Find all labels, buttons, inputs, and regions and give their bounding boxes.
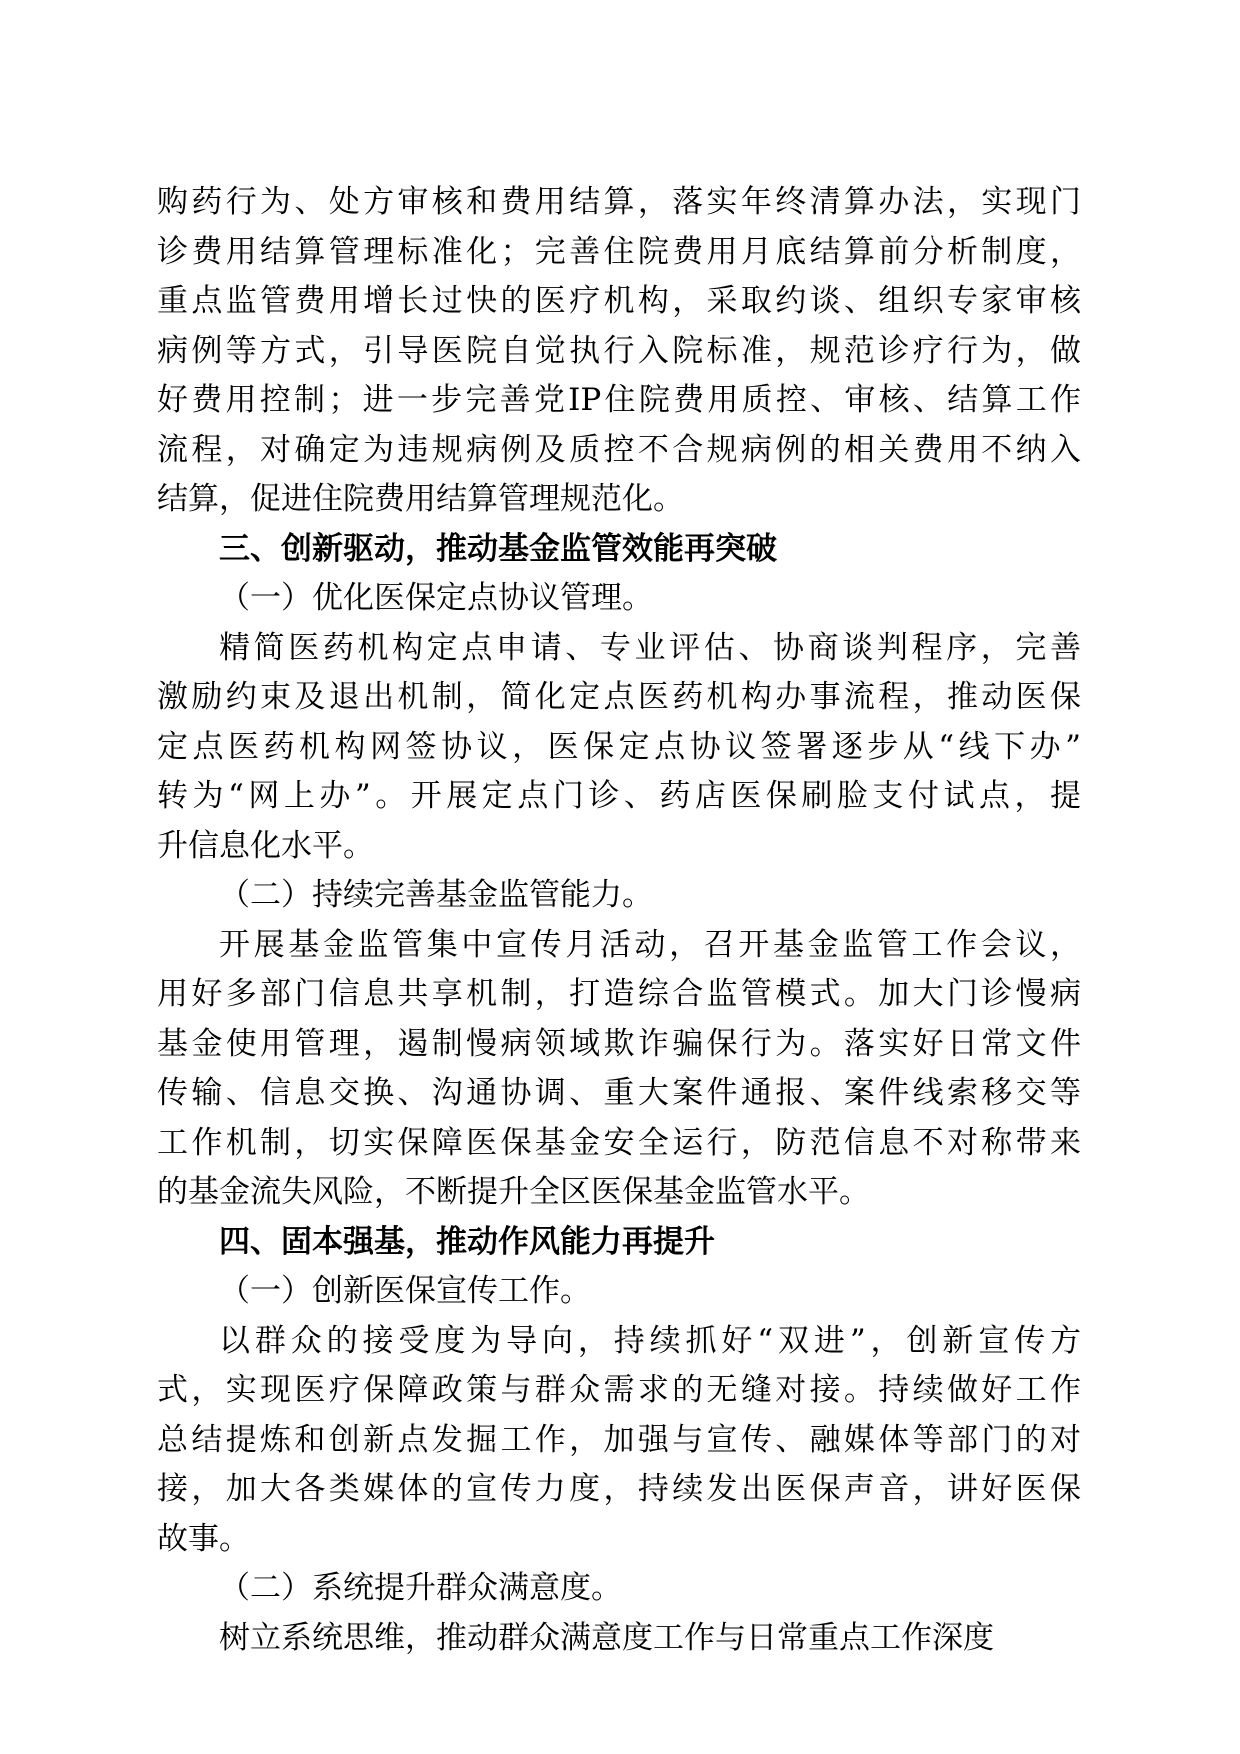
paragraph-line: 传输、信息交换、沟通协调、重大案件通报、案件线索移交等 (157, 1075, 1081, 1111)
paragraph-line: 好费用控制；进一步完善党IP住院费用质控、审核、结算工作 (157, 382, 1081, 418)
paragraph-line: 定点医药机构网签协议，医保定点协议签署逐步从“线下办” (157, 728, 1081, 765)
paragraph-line: 工作机制，切实保障医保基金安全运行，防范信息不对称带来 (157, 1124, 1081, 1161)
paragraph-line: 基金使用管理，遏制慢病领域欺诈骗保行为。落实好日常文件 (157, 1025, 1081, 1062)
paragraph-line: 开展基金监管集中宣传月活动，召开基金监管工作会议， (219, 926, 1081, 963)
paragraph-line: 精简医药机构定点申请、专业评估、协商谈判程序，完善 (219, 629, 1081, 666)
paragraph-line: 诊费用结算管理标准化；完善住院费用月底结算前分析制度， (157, 233, 1081, 270)
paragraph-line: 转为“网上办”。开展定点门诊、药店医保刷脸支付试点，提 (157, 778, 1081, 814)
paragraph-line: 用好多部门信息共享机制，打造综合监管模式。加大门诊慢病 (157, 976, 1081, 1012)
paragraph-line: 购药行为、处方审核和费用结算，落实年终清算办法，实现门 (157, 184, 1081, 220)
paragraph-line: 接，加大各类媒体的宣传力度，持续发出医保声音，讲好医保 (157, 1471, 1081, 1507)
paragraph-line: 激励约束及退出机制，简化定点医药机构办事流程，推动医保 (157, 679, 1081, 715)
paragraph-line: 故事。 (157, 1520, 250, 1557)
subheading-3-2: （二）持续完善基金监管能力。 (219, 877, 653, 913)
paragraph-line: 病例等方式，引导医院自觉执行入院标准，规范诊疗行为，做 (157, 332, 1081, 369)
paragraph-line: 结算，促进住院费用结算管理规范化。 (157, 481, 684, 517)
section-heading-4: 四、固本强基，推动作风能力再提升 (219, 1223, 715, 1260)
paragraph-line: 式，实现医疗保障政策与群众需求的无缝对接。持续做好工作 (157, 1372, 1081, 1408)
section-heading-3: 三、创新驱动，推动基金监管效能再突破 (219, 530, 777, 567)
paragraph-line: 的基金流失风险，不断提升全区医保基金监管水平。 (157, 1174, 870, 1210)
paragraph-line: 升信息化水平。 (157, 827, 374, 864)
paragraph-line: 重点监管费用增长过快的医疗机构，采取约谈、组织专家审核 (157, 283, 1081, 319)
subheading-4-1: （一）创新医保宣传工作。 (219, 1273, 591, 1309)
paragraph-line: 树立系统思维，推动群众满意度工作与日常重点工作深度 (219, 1619, 994, 1656)
subheading-3-1: （一）优化医保定点协议管理。 (219, 580, 653, 616)
paragraph-line: 以群众的接受度为导向，持续抓好“双进”，创新宣传方 (219, 1322, 1081, 1359)
subheading-4-2: （二）系统提升群众满意度。 (219, 1570, 622, 1606)
paragraph-line: 总结提炼和创新点发掘工作，加强与宣传、融媒体等部门的对 (157, 1421, 1081, 1458)
paragraph-line: 流程，对确定为违规病例及质控不合规病例的相关费用不纳入 (157, 431, 1081, 468)
